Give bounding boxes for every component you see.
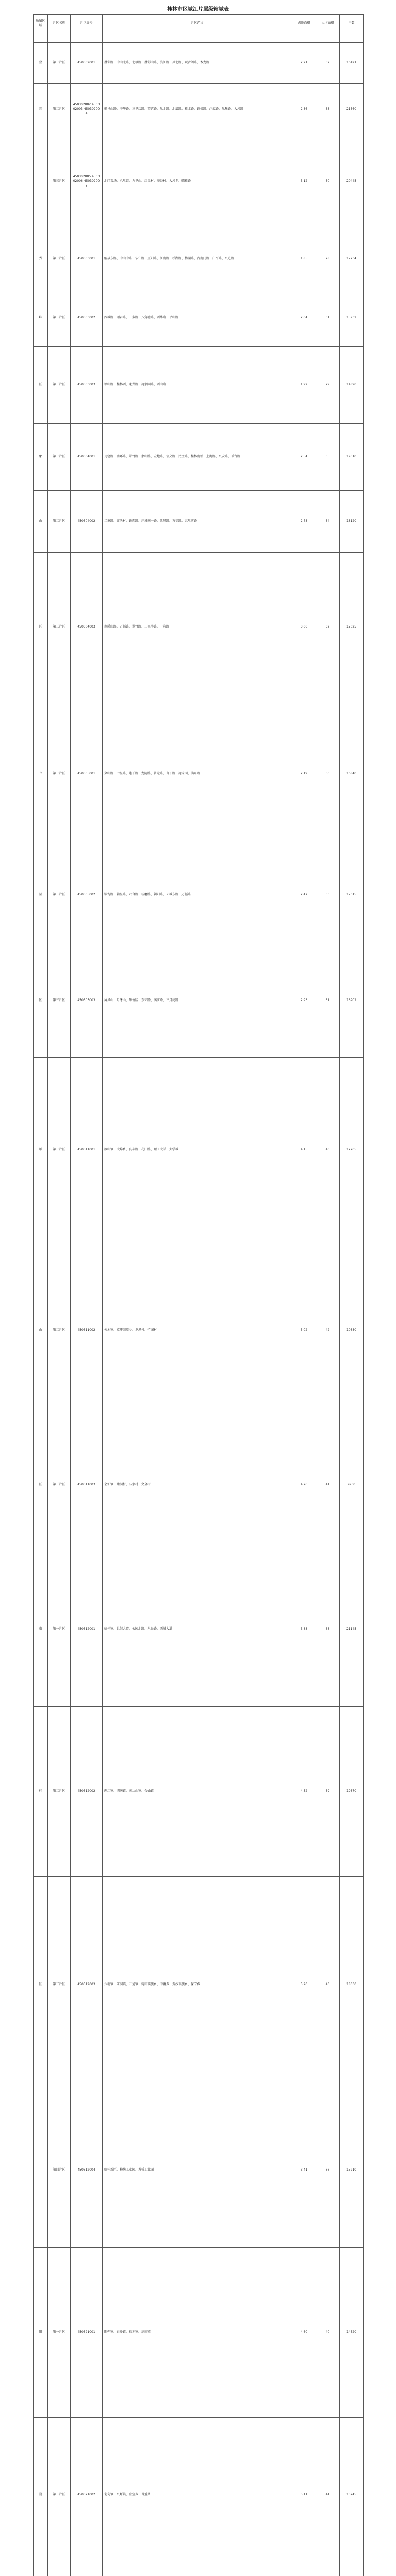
table-cell: 2.04 bbox=[292, 290, 316, 347]
table-cell: 4.15 bbox=[292, 1058, 316, 1243]
table-cell: 第三片区 bbox=[48, 135, 71, 228]
table-cell: 450302001 bbox=[71, 43, 103, 84]
table-row bbox=[34, 228, 364, 290]
table-cell: 第二片区 bbox=[48, 84, 71, 135]
table-cell: 13245 bbox=[340, 2418, 364, 2572]
table-cell bbox=[48, 32, 71, 43]
header-cell: 片区编号 bbox=[71, 15, 103, 32]
table-cell: 450303001 bbox=[71, 228, 103, 290]
table-cell: 17234 bbox=[340, 228, 364, 290]
table-cell: 32 bbox=[316, 553, 340, 702]
table-row bbox=[34, 2572, 364, 2576]
table-row bbox=[34, 1707, 364, 1877]
table-cell: 秀 bbox=[34, 228, 48, 290]
table-cell: 2.54 bbox=[292, 424, 316, 491]
table-cell: 16421 bbox=[340, 43, 364, 84]
table-cell: 第三片区 bbox=[48, 1418, 71, 1552]
table-cell: 星 bbox=[34, 846, 48, 944]
table-row bbox=[34, 1418, 364, 1552]
table-cell: 柘木镇、草坪回族乡、龙潭村、竹园村 bbox=[103, 1243, 292, 1418]
table-cell: 第一片区 bbox=[48, 1552, 71, 1707]
header-cell: 占地面积 bbox=[292, 15, 316, 32]
table-cell: 第三片区 bbox=[48, 553, 71, 702]
table-cell: 3.06 bbox=[292, 553, 316, 702]
table-cell bbox=[71, 2572, 103, 2576]
table-cell: 叠彩路、中山北路、北极路、叠彩山路、滨江路、凤北路、观音阁路、木龙路 bbox=[103, 43, 292, 84]
table-cell: 西城路、丽君路、三多路、八角塘路、西华路、平山路 bbox=[103, 290, 292, 347]
table-cell: 两江镇、四塘镇、南边山镇、会仙镇 bbox=[103, 1707, 292, 1877]
table-cell bbox=[103, 32, 292, 43]
table-cell: 临桂镇、世纪大道、公园北路、人民路、西城大道 bbox=[103, 1552, 292, 1707]
table-cell: 450311002 bbox=[71, 1243, 103, 1418]
table-cell: 5.02 bbox=[292, 1243, 316, 1418]
table-cell: 3.12 bbox=[292, 135, 316, 228]
table-cell: 骝马山路、中华路、三里店路、芙蓉路、凤北路、北辰路、桂北路、铁佛路、翊武路、凤集路、大河路 bbox=[103, 84, 292, 135]
table-cell: 第一片区 bbox=[48, 228, 71, 290]
table-cell: 第二片区 bbox=[48, 2418, 71, 2572]
table-row bbox=[34, 1877, 364, 2093]
table-cell: 第二片区 bbox=[48, 290, 71, 347]
table-row bbox=[34, 1552, 364, 1707]
table-cell: 1.85 bbox=[292, 228, 316, 290]
table-row bbox=[34, 702, 364, 846]
table-cell: 桂 bbox=[34, 1707, 48, 1877]
table-cell: 19310 bbox=[340, 424, 364, 491]
table-row bbox=[34, 84, 364, 135]
table-cell: 第二片区 bbox=[48, 491, 71, 553]
table-cell: 第一片区 bbox=[48, 1058, 71, 1243]
table-cell: 七 bbox=[34, 702, 48, 846]
table-cell: 区 bbox=[34, 1877, 48, 2093]
table-cell: 30 bbox=[316, 702, 340, 846]
table-cell: 450312002 bbox=[71, 1707, 103, 1877]
table-cell: 450321001 bbox=[71, 2248, 103, 2418]
table-cell: 4.52 bbox=[292, 1707, 316, 1877]
table-cell: 穿山路、七星路、建干路、龙隐路、普陀路、育才路、施家园、漓东路 bbox=[103, 702, 292, 846]
table-cell: 15932 bbox=[340, 290, 364, 347]
table-cell: 1.92 bbox=[292, 347, 316, 424]
table-cell: 2.19 bbox=[292, 702, 316, 846]
table-cell: 450304002 bbox=[71, 491, 103, 553]
table-cell: 12205 bbox=[340, 1058, 364, 1243]
table-cell: 450305001 bbox=[71, 702, 103, 846]
table-row bbox=[34, 1243, 364, 1418]
table-cell: 31 bbox=[316, 290, 340, 347]
table-row bbox=[34, 43, 364, 84]
table-cell: 叠 bbox=[34, 43, 48, 84]
table-cell: 450303002 bbox=[71, 290, 103, 347]
table-cell: 9960 bbox=[340, 1418, 364, 1552]
table-cell: 450311003 bbox=[71, 1418, 103, 1552]
table-cell: 32 bbox=[316, 43, 340, 84]
table-cell: 第三片区 bbox=[48, 944, 71, 1058]
table-row bbox=[34, 2248, 364, 2418]
table-cell: 临桂新区、秧塘工业园、苏桥工业园 bbox=[103, 2093, 292, 2248]
table-cell: 山 bbox=[34, 1243, 48, 1418]
table-cell: 28 bbox=[316, 228, 340, 290]
table-cell: 18630 bbox=[340, 1877, 364, 2093]
table-cell: 38 bbox=[316, 1552, 340, 1707]
table-cell: 450302002 450302003 450302004 bbox=[71, 84, 103, 135]
table-cell: 17615 bbox=[340, 846, 364, 944]
table-cell: 二塘路、渡头村、铁西路、环城南一路、凯风路、万福路、五里店路 bbox=[103, 491, 292, 553]
table-cell: 17025 bbox=[340, 553, 364, 702]
table-cell: 区 bbox=[34, 347, 48, 424]
header-cell: 片区范围 bbox=[103, 15, 292, 32]
table-cell: 甲山路、桂林西、龙井路、施家园路、西山路 bbox=[103, 347, 292, 424]
table-cell bbox=[48, 2572, 71, 2576]
table-cell: 2.86 bbox=[292, 84, 316, 135]
table-cell: 450304003 bbox=[71, 553, 103, 702]
document-page bbox=[33, 5, 363, 2576]
table-cell: 3.88 bbox=[292, 1552, 316, 1707]
table-cell: 第三片区 bbox=[48, 347, 71, 424]
table-cell: 450312001 bbox=[71, 1552, 103, 1707]
table-cell: 屏风山、月牙山、华侨区、东环路、漓江路、三月亮路 bbox=[103, 944, 292, 1058]
table-cell: 43 bbox=[316, 1877, 340, 2093]
table-row bbox=[34, 2093, 364, 2248]
table-cell: 山 bbox=[34, 491, 48, 553]
header-cell: 所属区域 bbox=[34, 15, 48, 32]
table-cell: 4.60 bbox=[292, 2248, 316, 2418]
table-cell: 20445 bbox=[340, 135, 364, 228]
table-cell bbox=[316, 2572, 340, 2576]
table-row bbox=[34, 347, 364, 424]
table-cell: 41 bbox=[316, 1418, 340, 1552]
table-row bbox=[34, 2418, 364, 2572]
table-cell: 40 bbox=[316, 2248, 340, 2418]
table-cell: 六塘镇、茶洞镇、五通镇、宛田瑶族乡、中庸乡、黄沙瑶族乡、保宁乡 bbox=[103, 1877, 292, 2093]
table-cell: 450312004 bbox=[71, 2093, 103, 2248]
table-cell bbox=[34, 2093, 48, 2248]
table-cell: 31 bbox=[316, 944, 340, 1058]
table-cell: 44 bbox=[316, 2418, 340, 2572]
table-cell: 30 bbox=[316, 135, 340, 228]
table-cell bbox=[316, 32, 340, 43]
table-cell: 雁山镇、大埠乡、良丰路、花江路、理工大学、大学城 bbox=[103, 1058, 292, 1243]
header-cell: 片区名称 bbox=[48, 15, 71, 32]
table-cell: 450304001 bbox=[71, 424, 103, 491]
table-cell: 象 bbox=[34, 424, 48, 491]
table-cell: 33 bbox=[316, 84, 340, 135]
table-cell: 第一片区 bbox=[48, 424, 71, 491]
table-cell bbox=[292, 2572, 316, 2576]
table-cell: 40 bbox=[316, 1058, 340, 1243]
document-title: 桂林市区域江片层级辖域表 bbox=[167, 7, 229, 12]
table-cell: 450305002 bbox=[71, 846, 103, 944]
table-cell bbox=[292, 32, 316, 43]
table-cell: 39 bbox=[316, 1707, 340, 1877]
table-row bbox=[34, 135, 364, 228]
table-cell: 瓦窑路、南环路、翠竹路、象山路、宏地路、信义路、民主路、桂林南站、上海路、兴安路、瑶台路 bbox=[103, 424, 292, 491]
table-cell bbox=[103, 2572, 292, 2576]
table-cell: 4.76 bbox=[292, 1418, 316, 1552]
header-cell: 户数 bbox=[340, 15, 364, 32]
table-row bbox=[34, 944, 364, 1058]
table-cell: 16840 bbox=[340, 702, 364, 846]
table-cell: 16902 bbox=[340, 944, 364, 1058]
table-cell: 彩 bbox=[34, 84, 48, 135]
table-cell: 10880 bbox=[340, 1243, 364, 1418]
table-cell: 2.47 bbox=[292, 846, 316, 944]
table-cell: 南溪山路、万福路、翠竹路、二里半路、一院路 bbox=[103, 553, 292, 702]
table-cell: 第二片区 bbox=[48, 1243, 71, 1418]
table-cell bbox=[71, 32, 103, 43]
table-cell: 会仙镇、睦洞村、冯家村、文全村 bbox=[103, 1418, 292, 1552]
table-cell bbox=[340, 32, 364, 43]
table-cell: 雁 bbox=[34, 1058, 48, 1243]
table-cell: 区 bbox=[34, 944, 48, 1058]
table-row bbox=[34, 1058, 364, 1243]
table-cell: 第二片区 bbox=[48, 846, 71, 944]
table-cell: 19870 bbox=[340, 1707, 364, 1877]
table-cell: 朔 bbox=[34, 2418, 48, 2572]
table-cell: 骖鸾路、辅星路、六合路、桂磨路、朝阳路、环城东路、万福路 bbox=[103, 846, 292, 944]
table-cell: 北门菜场、八里街、九里山、红星村、潜经村、大河乡、临桂路 bbox=[103, 135, 292, 228]
table-cell: 36 bbox=[316, 2093, 340, 2248]
table-cell: 阳朔镇、白沙镇、福利镇、高田镇 bbox=[103, 2248, 292, 2418]
table-body bbox=[34, 32, 364, 2576]
table-row bbox=[34, 491, 364, 553]
table-cell: 35 bbox=[316, 424, 340, 491]
table-cell bbox=[340, 2572, 364, 2576]
table-cell: 3.41 bbox=[292, 2093, 316, 2248]
table-cell: 5.20 bbox=[292, 1877, 316, 2093]
table-cell: 第二片区 bbox=[48, 1707, 71, 1877]
district-table bbox=[33, 14, 364, 2576]
table-cell bbox=[34, 32, 48, 43]
table-cell: 14520 bbox=[340, 2248, 364, 2418]
table-cell: 450302005 450302006 450302007 bbox=[71, 135, 103, 228]
table-cell: 葡萄镇、兴坪镇、金宝乡、普益乡 bbox=[103, 2418, 292, 2572]
table-row bbox=[34, 424, 364, 491]
table-cell: 第一片区 bbox=[48, 43, 71, 84]
table-cell: 第四片区 bbox=[48, 2093, 71, 2248]
table-cell: 临 bbox=[34, 1552, 48, 1707]
table-cell: 阳 bbox=[34, 2248, 48, 2418]
table-header-row bbox=[34, 15, 364, 32]
table-cell: 15210 bbox=[340, 2093, 364, 2248]
table-cell: 2.21 bbox=[292, 43, 316, 84]
table-cell bbox=[34, 135, 48, 228]
table-row bbox=[34, 290, 364, 347]
table-cell: 450305003 bbox=[71, 944, 103, 1058]
table-cell: 21560 bbox=[340, 84, 364, 135]
table-cell: 29 bbox=[316, 347, 340, 424]
table-cell: 21145 bbox=[340, 1552, 364, 1707]
table-cell: 33 bbox=[316, 846, 340, 944]
table-cell: 第一片区 bbox=[48, 2248, 71, 2418]
table-cell: 34 bbox=[316, 491, 340, 553]
table-row bbox=[34, 553, 364, 702]
table-cell: 5.11 bbox=[292, 2418, 316, 2572]
table-cell: 第三片区 bbox=[48, 1877, 71, 2093]
table-cell: 解放东路、中山中路、依仁路、正阳路、江南路、杉湖路、榕湖路、古南门路、广平路、兴进路 bbox=[103, 228, 292, 290]
table-cell: 2.93 bbox=[292, 944, 316, 1058]
table-cell: 2.78 bbox=[292, 491, 316, 553]
table-cell: 14890 bbox=[340, 347, 364, 424]
header-cell: 人均面积 bbox=[316, 15, 340, 32]
table-cell: 450312003 bbox=[71, 1877, 103, 2093]
table-row bbox=[34, 32, 364, 43]
table-cell: 区 bbox=[34, 1418, 48, 1552]
table-row bbox=[34, 846, 364, 944]
table-cell: 450303003 bbox=[71, 347, 103, 424]
table-cell: 450311001 bbox=[71, 1058, 103, 1243]
table-cell bbox=[34, 2572, 48, 2576]
table-cell: 18120 bbox=[340, 491, 364, 553]
table-cell: 第一片区 bbox=[48, 702, 71, 846]
table-cell: 42 bbox=[316, 1243, 340, 1418]
table-cell: 区 bbox=[34, 553, 48, 702]
table-cell: 峰 bbox=[34, 290, 48, 347]
table-cell: 450321002 bbox=[71, 2418, 103, 2572]
